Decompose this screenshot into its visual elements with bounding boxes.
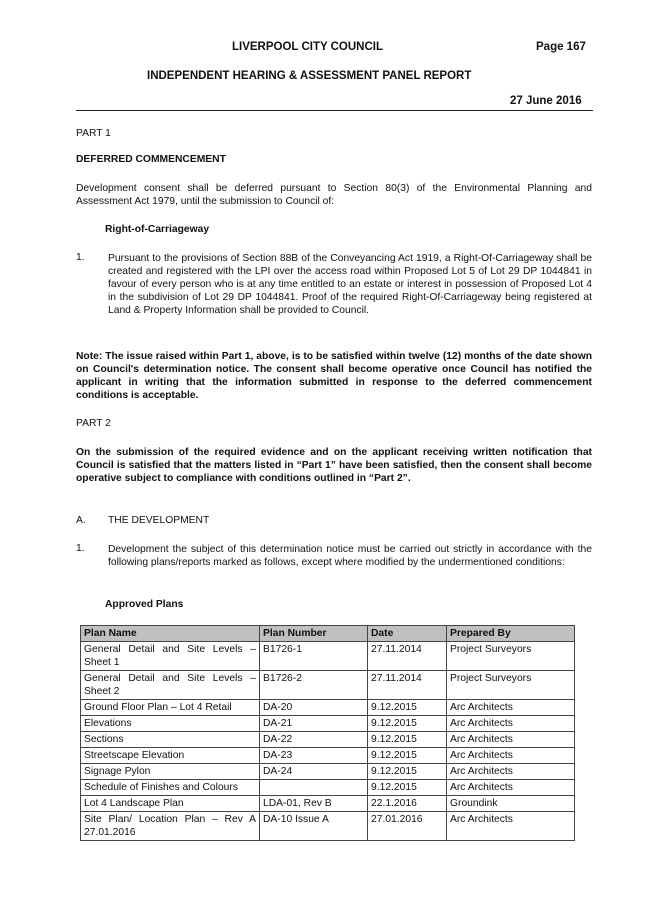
plan-name-cell: Elevations xyxy=(81,716,260,732)
table-row xyxy=(81,796,575,812)
plan-name-cell: Ground Floor Plan – Lot 4 Retail xyxy=(81,700,260,716)
prepared-by-cell: Arc Architects xyxy=(447,812,575,841)
table-row xyxy=(81,642,575,671)
plan-number-cell: DA-24 xyxy=(260,764,368,780)
prepared-by-cell: Arc Architects xyxy=(447,716,575,732)
plan-name-cell: Sections xyxy=(81,732,260,748)
table-row xyxy=(81,780,575,796)
plan-name-cell: Lot 4 Landscape Plan xyxy=(81,796,260,812)
date-cell: 22.1.2016 xyxy=(368,796,447,812)
date-cell: 9.12.2015 xyxy=(368,732,447,748)
plan-number-cell: DA-10 Issue A xyxy=(260,812,368,841)
table-row xyxy=(81,700,575,716)
prepared-by-cell: Arc Architects xyxy=(447,732,575,748)
section-a-item-text: Development the subject of this determination notice must be carried out strictly in accordance with the following plans/reports marked as follows, except where modified by the undermentioned conditions: xyxy=(108,544,592,568)
section-a-letter: A. xyxy=(76,515,86,526)
plan-number-cell: DA-22 xyxy=(260,732,368,748)
plan-name-cell: General Detail and Site Levels – Sheet 1 xyxy=(81,642,260,671)
plan-number-cell: DA-21 xyxy=(260,716,368,732)
section-a-title: THE DEVELOPMENT xyxy=(108,515,210,526)
part1-note: Note: The issue raised within Part 1, above, is to be satisfied within twelve (12) months of the date shown on Council's determination notice. The consent shall become operative once Council has notified the applicant in writing that the information submitted in response to the deferred commencement conditions is acceptable. xyxy=(76,351,592,401)
plan-name-cell: Signage Pylon xyxy=(81,764,260,780)
section-a-item-number: 1. xyxy=(76,543,85,554)
table-row xyxy=(81,812,575,841)
date-cell: 27.11.2014 xyxy=(368,671,447,700)
report-date: 27 June 2016 xyxy=(510,95,582,107)
plan-name-cell: Schedule of Finishes and Colours xyxy=(81,780,260,796)
col-prepared-by: Prepared By xyxy=(447,626,575,642)
approved-plans-table xyxy=(80,625,575,841)
report-title: INDEPENDENT HEARING & ASSESSMENT PANEL REPORT xyxy=(147,70,472,82)
plan-name-cell: General Detail and Site Levels – Sheet 2 xyxy=(81,671,260,700)
part1-intro: Development consent shall be deferred pursuant to Section 80(3) of the Environmental Planning and Assessment Act 1979, until the submission to Council of: xyxy=(76,183,592,207)
date-cell: 27.01.2016 xyxy=(368,812,447,841)
part2-heading: PART 2 xyxy=(76,418,111,429)
prepared-by-cell: Arc Architects xyxy=(447,700,575,716)
header-divider xyxy=(76,110,593,111)
table-row xyxy=(81,716,575,732)
date-cell: 9.12.2015 xyxy=(368,700,447,716)
col-plan-name: Plan Name xyxy=(81,626,260,642)
prepared-by-cell: Arc Architects xyxy=(447,780,575,796)
prepared-by-cell: Arc Architects xyxy=(447,764,575,780)
plan-number-cell: DA-23 xyxy=(260,748,368,764)
date-cell: 9.12.2015 xyxy=(368,780,447,796)
date-cell: 9.12.2015 xyxy=(368,764,447,780)
date-cell: 27.11.2014 xyxy=(368,642,447,671)
table-row xyxy=(81,748,575,764)
page-number: Page 167 xyxy=(536,41,586,53)
prepared-by-cell: Project Surveyors xyxy=(447,642,575,671)
right-of-carriageway-heading: Right-of-Carriageway xyxy=(105,224,210,235)
approved-plans-heading: Approved Plans xyxy=(105,599,184,610)
part1-heading: PART 1 xyxy=(76,128,111,139)
table-header-row xyxy=(81,626,575,642)
table-row xyxy=(81,764,575,780)
plan-number-cell: B1726-2 xyxy=(260,671,368,700)
plan-number-cell: LDA-01, Rev B xyxy=(260,796,368,812)
plan-name-cell: Streetscape Elevation xyxy=(81,748,260,764)
council-name: LIVERPOOL CITY COUNCIL xyxy=(232,41,384,53)
date-cell: 9.12.2015 xyxy=(368,716,447,732)
table-row xyxy=(81,732,575,748)
plan-number-cell xyxy=(260,780,368,796)
part1-item-text: Pursuant to the provisions of Section 88B of the Conveyancing Act 1919, a Right-Of-Carriageway shall be created and registered with the LPI over the access road within Proposed Lot 5 of Lot 29 DP 1044841 in favour of every person who is at any time entitled to an estate or interest in possession of Proposed Lot 4 in the subdivision of Lot 29 DP 1044841. Proof of the required Right-Of-Carriageway being registered at Land & Property Information shall be provided to Council. xyxy=(108,253,592,316)
plan-number-cell: B1726-1 xyxy=(260,642,368,671)
plan-number-cell: DA-20 xyxy=(260,700,368,716)
prepared-by-cell: Groundink xyxy=(447,796,575,812)
col-date: Date xyxy=(368,626,447,642)
part1-item-number: 1. xyxy=(76,252,85,263)
col-plan-number: Plan Number xyxy=(260,626,368,642)
plan-name-cell: Site Plan/ Location Plan – Rev A 27.01.2016 xyxy=(81,812,260,841)
part2-text: On the submission of the required evidence and on the applicant receiving written notification that Council is satisfied that the matters listed in “Part 1” have been satisfied, then the consent shall become operative subject to compliance with conditions outlined in “Part 2”. xyxy=(76,447,592,484)
date-cell: 9.12.2015 xyxy=(368,748,447,764)
deferred-commencement-heading: DEFERRED COMMENCEMENT xyxy=(76,154,226,165)
prepared-by-cell: Arc Architects xyxy=(447,748,575,764)
table-row xyxy=(81,671,575,700)
prepared-by-cell: Project Surveyors xyxy=(447,671,575,700)
